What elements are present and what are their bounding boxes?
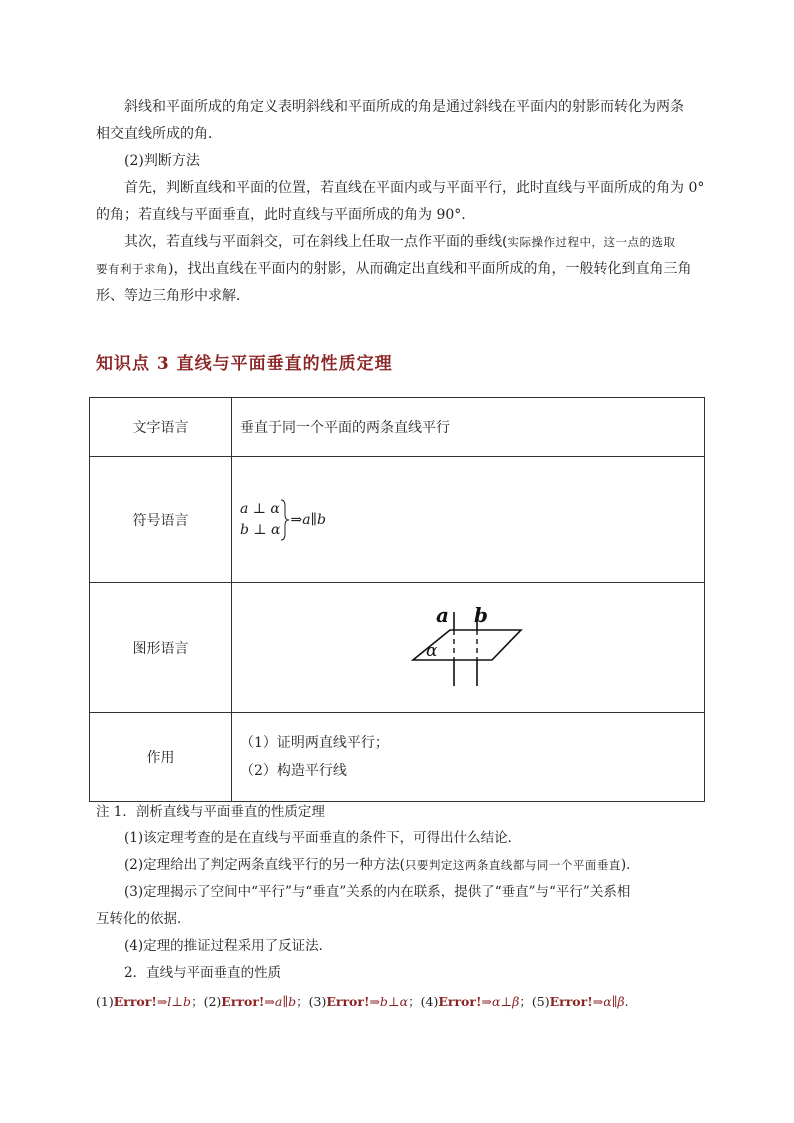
figure-cell bbox=[232, 583, 705, 713]
row-label: 图形语言 bbox=[90, 583, 232, 713]
use-item: （1）证明两直线平行； bbox=[240, 735, 389, 751]
paragraph-line: 首先，判断直线和平面的位置，若直线在平面内或与平面平行，此时直线与平面所成的角为 0° bbox=[124, 180, 705, 196]
error-field: Error! bbox=[438, 994, 482, 1009]
error-field: Error! bbox=[326, 994, 370, 1009]
perpendicular-lines-figure bbox=[233, 584, 703, 711]
error-field: Error! bbox=[549, 994, 593, 1009]
separator: ； bbox=[296, 994, 309, 1009]
note-item: (1)该定理考查的是在直线与平面垂直的条件下，可得出什么结论． bbox=[124, 830, 522, 846]
table-row bbox=[90, 457, 705, 583]
row-label: 符号语言 bbox=[90, 457, 232, 583]
error-field: Error! bbox=[221, 994, 265, 1009]
condition-line: b ⊥ α bbox=[240, 521, 281, 538]
note-title: 注 1．剖析直线与平面垂直的性质定理 bbox=[96, 804, 325, 820]
note-text: 要有利于求角 bbox=[96, 262, 168, 276]
note-text: 实际操作过程中，这一点的选取 bbox=[507, 235, 676, 249]
text-segment: 其次，若直线与平面斜交，可在斜线上任取一点作平面的垂线( bbox=[124, 234, 508, 250]
property-result: ⇒α⊥β bbox=[481, 994, 520, 1009]
separator: ； bbox=[408, 994, 421, 1009]
property-list bbox=[96, 988, 706, 1015]
symbol-expression bbox=[232, 457, 705, 583]
note-item: (3)定理揭示了空间中“平行”与“垂直”关系的内在联系，提供了“垂直”与“平行”关系相 bbox=[124, 884, 631, 900]
text-segment: )． bbox=[620, 857, 640, 873]
paragraph-line: 形、等边三角形中求解． bbox=[96, 288, 250, 304]
section-title: 知识点 3 直线与平面垂直的性质定理 bbox=[96, 354, 393, 374]
row-value: 垂直于同一个平面的两条直线平行 bbox=[232, 398, 705, 457]
table-row bbox=[90, 583, 705, 713]
subheading: 2．直线与平面垂直的性质 bbox=[124, 965, 282, 981]
use-item: （2）构造平行线 bbox=[240, 763, 347, 779]
property-index: (2) bbox=[203, 994, 222, 1009]
property-index: (3) bbox=[308, 994, 327, 1009]
property-index: (4) bbox=[420, 994, 439, 1009]
paragraph-line: 的角；若直线与平面垂直，此时直线与平面所成的角为 90°. bbox=[96, 207, 466, 223]
property-result: ⇒l⊥b bbox=[156, 994, 192, 1009]
error-field: Error! bbox=[113, 994, 157, 1009]
property-result: ⇒a∥b bbox=[264, 994, 297, 1009]
plane-alpha-label: α bbox=[426, 641, 438, 661]
theorem-table bbox=[89, 397, 705, 802]
note-item bbox=[96, 852, 706, 879]
separator: ； bbox=[191, 994, 204, 1009]
paragraph-line: 斜线和平面所成的角定义表明斜线和平面所成的角是通过斜线在平面内的射影而转化为两条 bbox=[124, 99, 684, 115]
line-b-label: b bbox=[474, 603, 488, 627]
property-index: (5) bbox=[531, 994, 550, 1009]
paragraph-line bbox=[96, 256, 706, 283]
paragraph-line bbox=[96, 229, 706, 256]
right-brace-icon bbox=[280, 498, 290, 542]
text-segment: )，找出直线在平面内的射影，从而确定出直线和平面所成的角，一般转化到直角三角 bbox=[168, 261, 692, 277]
separator: ； bbox=[519, 994, 532, 1009]
condition-line: a ⊥ α bbox=[240, 500, 280, 517]
note-item: (4)定理的推证过程采用了反证法． bbox=[124, 938, 333, 954]
conclusion: ⇒a∥b bbox=[290, 511, 326, 528]
subheading: (2)判断方法 bbox=[124, 153, 200, 169]
note-item: 互转化的依据． bbox=[96, 911, 191, 927]
property-result: ⇒α∥β bbox=[592, 994, 625, 1009]
row-label: 文字语言 bbox=[90, 398, 232, 457]
property-result: ⇒b⊥α bbox=[369, 994, 409, 1009]
table-row bbox=[90, 398, 705, 457]
paragraph-line: 相交直线所成的角． bbox=[96, 126, 222, 142]
property-index: (1) bbox=[96, 994, 114, 1009]
text-segment: (2)定理给出了判定两条直线平行的另一种方法( bbox=[124, 857, 405, 873]
note-text: 只要判定这两条直线都与同一个平面垂直 bbox=[404, 858, 621, 872]
separator: . bbox=[624, 994, 629, 1009]
row-label: 作用 bbox=[90, 713, 232, 802]
line-a-label: a bbox=[436, 603, 449, 627]
table-row bbox=[90, 713, 705, 802]
